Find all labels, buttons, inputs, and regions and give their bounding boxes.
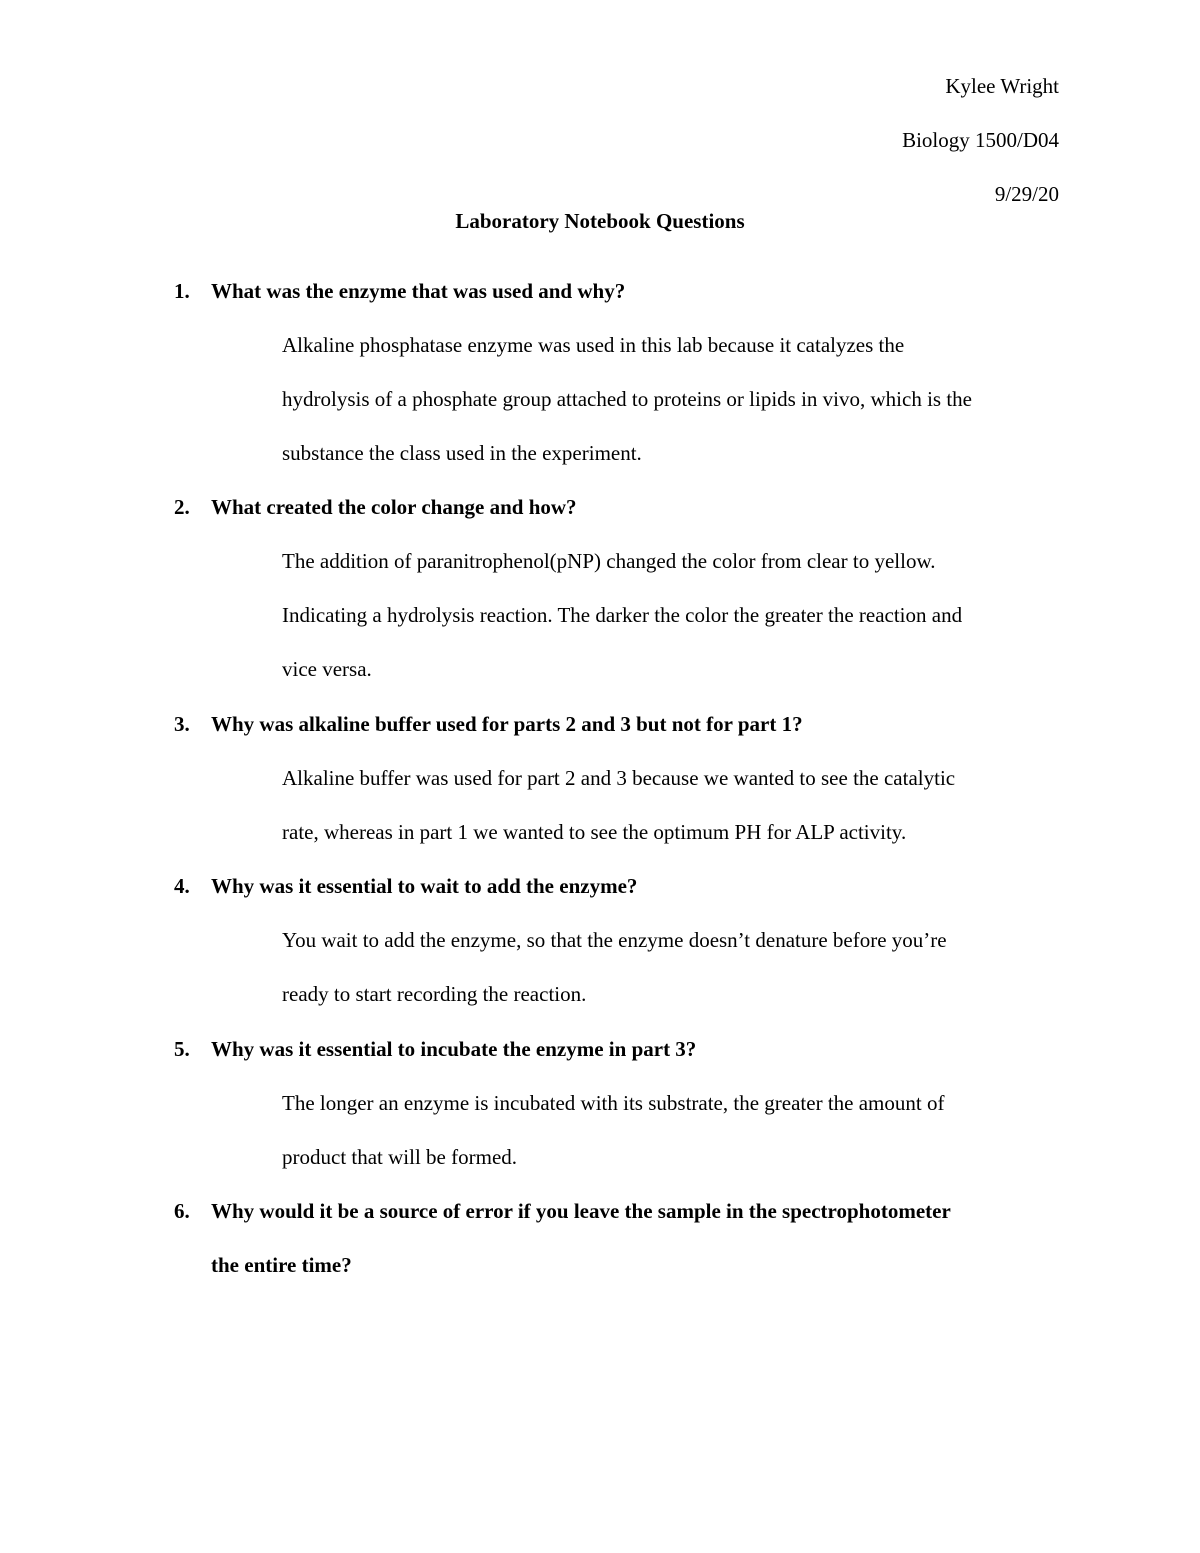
student-name: Kylee Wright: [945, 74, 1059, 98]
question-1: [174, 264, 1074, 318]
answer-line: hydrolysis of a phosphate group attached to proteins or lipids in vivo, which is the: [282, 387, 972, 411]
course-section: Biology 1500/D04: [902, 128, 1059, 152]
answer-1: [282, 318, 1072, 480]
question-text: What created the color change and how?: [211, 495, 577, 519]
answer-4: [282, 913, 1072, 1021]
answer-line: The longer an enzyme is incubated with its substrate, the greater the amount of: [282, 1091, 945, 1115]
question-text: Why was alkaline buffer used for parts 2 and 3 but not for part 1?: [211, 712, 803, 736]
question-number: 5.: [174, 1037, 190, 1061]
answer-line: rate, whereas in part 1 we wanted to see the optimum PH for ALP activity.: [282, 820, 907, 844]
question-text: What was the enzyme that was used and why?: [211, 279, 626, 303]
answer-line: You wait to add the enzyme, so that the enzyme doesn’t denature before you’re: [282, 928, 947, 952]
answer-line: ready to start recording the reaction.: [282, 982, 587, 1006]
question-text: Why was it essential to wait to add the enzyme?: [211, 874, 638, 898]
question-number: 6.: [174, 1199, 190, 1223]
question-number: 1.: [174, 279, 190, 303]
question-4: [174, 859, 1074, 913]
answer-line: The addition of paranitrophenol(pNP) changed the color from clear to yellow.: [282, 549, 936, 573]
document-date: 9/29/20: [994, 182, 1059, 206]
question-6: [174, 1184, 1074, 1292]
question-number: 3.: [174, 712, 190, 736]
question-number: 2.: [174, 495, 190, 519]
answer-line: substance the class used in the experiment.: [282, 441, 642, 465]
answer-3: [282, 751, 1072, 859]
question-text-line: the entire time?: [211, 1253, 352, 1277]
question-text-line: Why would it be a source of error if you leave the sample in the spectrophotometer: [211, 1199, 951, 1223]
answer-line: Alkaline buffer was used for part 2 and 3 because we wanted to see the catalytic: [282, 766, 956, 790]
answer-2: [282, 534, 1072, 696]
question-5: [174, 1022, 1074, 1076]
document-title: Laboratory Notebook Questions: [455, 209, 745, 233]
question-2: [174, 480, 1074, 534]
answer-5: [282, 1076, 1072, 1184]
answer-line: Alkaline phosphatase enzyme was used in this lab because it catalyzes the: [282, 333, 905, 357]
answer-line: product that will be formed.: [282, 1145, 518, 1169]
answer-line: vice versa.: [282, 657, 372, 681]
question-text: Why was it essential to incubate the enzyme in part 3?: [211, 1037, 697, 1061]
answer-line: Indicating a hydrolysis reaction. The darker the color the greater the reaction and: [282, 603, 963, 627]
question-number: 4.: [174, 874, 190, 898]
question-3: [174, 697, 1074, 751]
